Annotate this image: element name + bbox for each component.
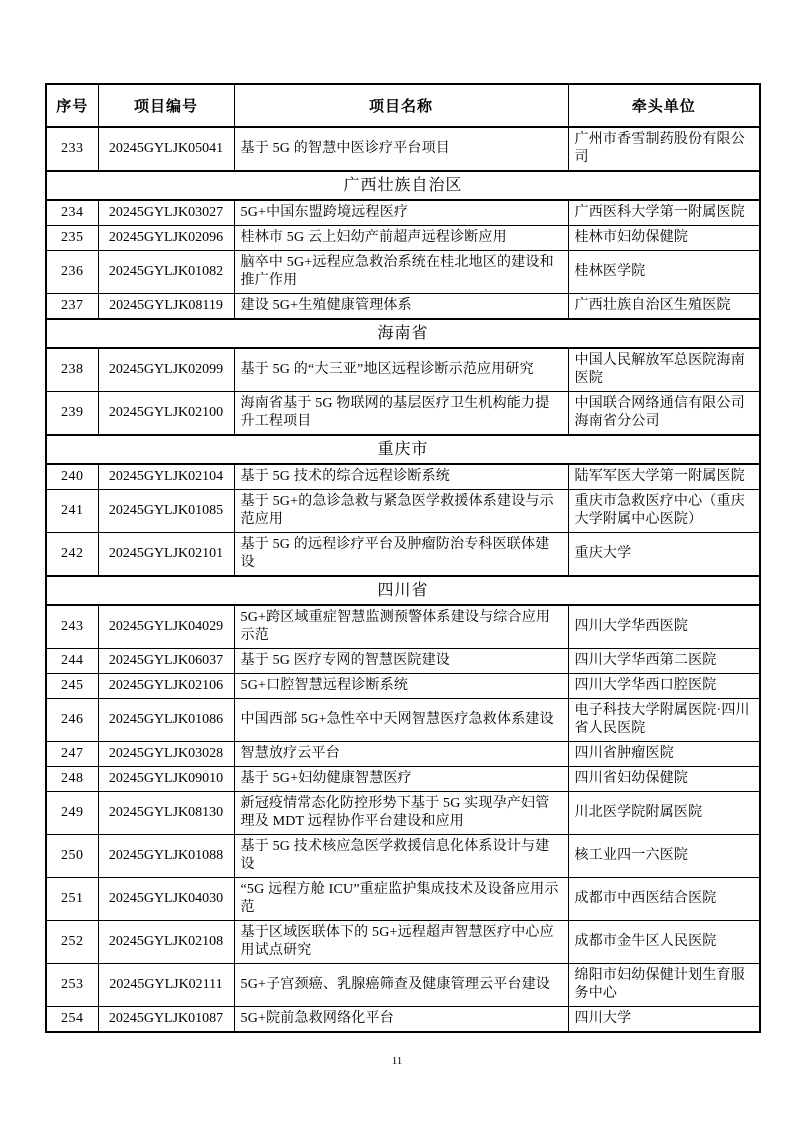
project-code: 20245GYLJK08119 [98,294,234,320]
table-header-row [46,84,760,127]
project-serial-number: 249 [46,792,98,835]
project-row [46,767,760,792]
region-label: 重庆市 [46,435,760,464]
project-lead-unit: 成都市中西医结合医院 [568,878,760,921]
project-name: 海南省基于 5G 物联网的基层医疗卫生机构能力提升工程项目 [234,392,568,436]
project-code: 20245GYLJK03028 [98,742,234,767]
project-row [46,348,760,392]
project-serial-number: 242 [46,533,98,577]
project-name: 建设 5G+生殖健康管理体系 [234,294,568,320]
project-row [46,649,760,674]
project-serial-number: 235 [46,226,98,251]
project-code: 20245GYLJK01086 [98,699,234,742]
project-row [46,878,760,921]
region-label: 广西壮族自治区 [46,171,760,200]
project-row [46,226,760,251]
project-serial-number: 241 [46,490,98,533]
project-row [46,127,760,171]
project-serial-number: 252 [46,921,98,964]
project-serial-number: 240 [46,464,98,490]
project-name: 5G+院前急救网络化平台 [234,1007,568,1033]
project-row [46,964,760,1007]
project-code: 20245GYLJK02106 [98,674,234,699]
project-row [46,533,760,577]
col-header-project-name: 项目名称 [234,84,568,127]
project-serial-number: 246 [46,699,98,742]
project-code: 20245GYLJK05041 [98,127,234,171]
region-section-row [46,319,760,348]
region-label: 四川省 [46,576,760,605]
project-row [46,742,760,767]
project-name: 脑卒中 5G+远程应急救治系统在桂北地区的建设和推广作用 [234,251,568,294]
project-lead-unit: 四川大学华西医院 [568,605,760,649]
project-row [46,605,760,649]
project-code: 20245GYLJK04029 [98,605,234,649]
project-lead-unit: 四川省妇幼保健院 [568,767,760,792]
col-header-lead-unit: 牵头单位 [568,84,760,127]
project-serial-number: 243 [46,605,98,649]
project-lead-unit: 广州市香雪制药股份有限公司 [568,127,760,171]
region-section-row [46,171,760,200]
project-lead-unit: 川北医学院附属医院 [568,792,760,835]
project-code: 20245GYLJK08130 [98,792,234,835]
project-serial-number: 237 [46,294,98,320]
project-lead-unit: 核工业四一六医院 [568,835,760,878]
project-name: 基于 5G+妇幼健康智慧医疗 [234,767,568,792]
project-serial-number: 254 [46,1007,98,1033]
project-code: 20245GYLJK03027 [98,200,234,226]
project-row [46,200,760,226]
project-lead-unit: 重庆大学 [568,533,760,577]
project-row [46,490,760,533]
project-code: 20245GYLJK06037 [98,649,234,674]
project-serial-number: 244 [46,649,98,674]
project-name: 5G+跨区域重症智慧监测预警体系建设与综合应用示范 [234,605,568,649]
project-name: 基于 5G 的智慧中医诊疗平台项目 [234,127,568,171]
page-number: 11 [391,1055,403,1067]
project-code: 20245GYLJK01087 [98,1007,234,1033]
region-section-row [46,435,760,464]
project-serial-number: 233 [46,127,98,171]
project-name: 基于 5G+的急诊急救与紧急医学救援体系建设与示范应用 [234,490,568,533]
project-serial-number: 253 [46,964,98,1007]
project-row [46,792,760,835]
project-lead-unit: 重庆市急救医疗中心（重庆大学附属中心医院） [568,490,760,533]
project-code: 20245GYLJK02101 [98,533,234,577]
project-lead-unit: 中国联合网络通信有限公司海南省分公司 [568,392,760,436]
project-lead-unit: 中国人民解放军总医院海南医院 [568,348,760,392]
project-code: 20245GYLJK09010 [98,767,234,792]
project-row [46,674,760,699]
project-lead-unit: 四川省肿瘤医院 [568,742,760,767]
project-name: 基于区域医联体下的 5G+远程超声智慧医疗中心应用试点研究 [234,921,568,964]
project-code: 20245GYLJK02104 [98,464,234,490]
project-serial-number: 234 [46,200,98,226]
project-row [46,835,760,878]
project-lead-unit: 陆军军医大学第一附属医院 [568,464,760,490]
project-name: “5G 远程方舱 ICU”重症监护集成技术及设备应用示范 [234,878,568,921]
project-row [46,921,760,964]
project-lead-unit: 广西医科大学第一附属医院 [568,200,760,226]
project-code: 20245GYLJK04030 [98,878,234,921]
project-name: 新冠疫情常态化防控形势下基于 5G 实现孕产妇管理及 MDT 远程协作平台建设和应用 [234,792,568,835]
project-code: 20245GYLJK01085 [98,490,234,533]
project-name: 基于 5G 的远程诊疗平台及肿瘤防治专科医联体建设 [234,533,568,577]
project-serial-number: 250 [46,835,98,878]
project-name: 5G+口腔智慧远程诊断系统 [234,674,568,699]
project-code: 20245GYLJK02108 [98,921,234,964]
project-code: 20245GYLJK01088 [98,835,234,878]
project-table [45,83,761,1033]
project-code: 20245GYLJK02111 [98,964,234,1007]
col-header-serial: 序号 [46,84,98,127]
project-serial-number: 247 [46,742,98,767]
project-serial-number: 251 [46,878,98,921]
project-lead-unit: 四川大学华西第二医院 [568,649,760,674]
project-code: 20245GYLJK02100 [98,392,234,436]
project-name: 桂林市 5G 云上妇幼产前超声远程诊断应用 [234,226,568,251]
project-lead-unit: 广西壮族自治区生殖医院 [568,294,760,320]
region-label: 海南省 [46,319,760,348]
project-name: 5G+子宫颈癌、乳腺癌筛查及健康管理云平台建设 [234,964,568,1007]
project-code: 20245GYLJK02096 [98,226,234,251]
project-row [46,294,760,320]
project-serial-number: 238 [46,348,98,392]
project-lead-unit: 绵阳市妇幼保健计划生育服务中心 [568,964,760,1007]
project-name: 基于 5G 医疗专网的智慧医院建设 [234,649,568,674]
project-lead-unit: 四川大学 [568,1007,760,1033]
project-name: 基于 5G 技术的综合远程诊断系统 [234,464,568,490]
project-row [46,699,760,742]
col-header-project-code: 项目编号 [98,84,234,127]
project-row [46,1007,760,1033]
project-serial-number: 248 [46,767,98,792]
project-name: 基于 5G 的“大三亚”地区远程诊断示范应用研究 [234,348,568,392]
project-name: 智慧放疗云平台 [234,742,568,767]
project-lead-unit: 成都市金牛区人民医院 [568,921,760,964]
project-lead-unit: 桂林医学院 [568,251,760,294]
project-code: 20245GYLJK02099 [98,348,234,392]
project-code: 20245GYLJK01082 [98,251,234,294]
project-row [46,251,760,294]
region-section-row [46,576,760,605]
project-serial-number: 236 [46,251,98,294]
project-name: 5G+中国东盟跨境远程医疗 [234,200,568,226]
project-serial-number: 239 [46,392,98,436]
project-lead-unit: 桂林市妇幼保健院 [568,226,760,251]
project-lead-unit: 电子科技大学附属医院·四川省人民医院 [568,699,760,742]
project-serial-number: 245 [46,674,98,699]
project-row [46,392,760,436]
project-table-body [46,127,760,1032]
project-row [46,464,760,490]
project-name: 基于 5G 技术核应急医学救援信息化体系设计与建设 [234,835,568,878]
project-name: 中国西部 5G+急性卒中天网智慧医疗急救体系建设 [234,699,568,742]
project-lead-unit: 四川大学华西口腔医院 [568,674,760,699]
